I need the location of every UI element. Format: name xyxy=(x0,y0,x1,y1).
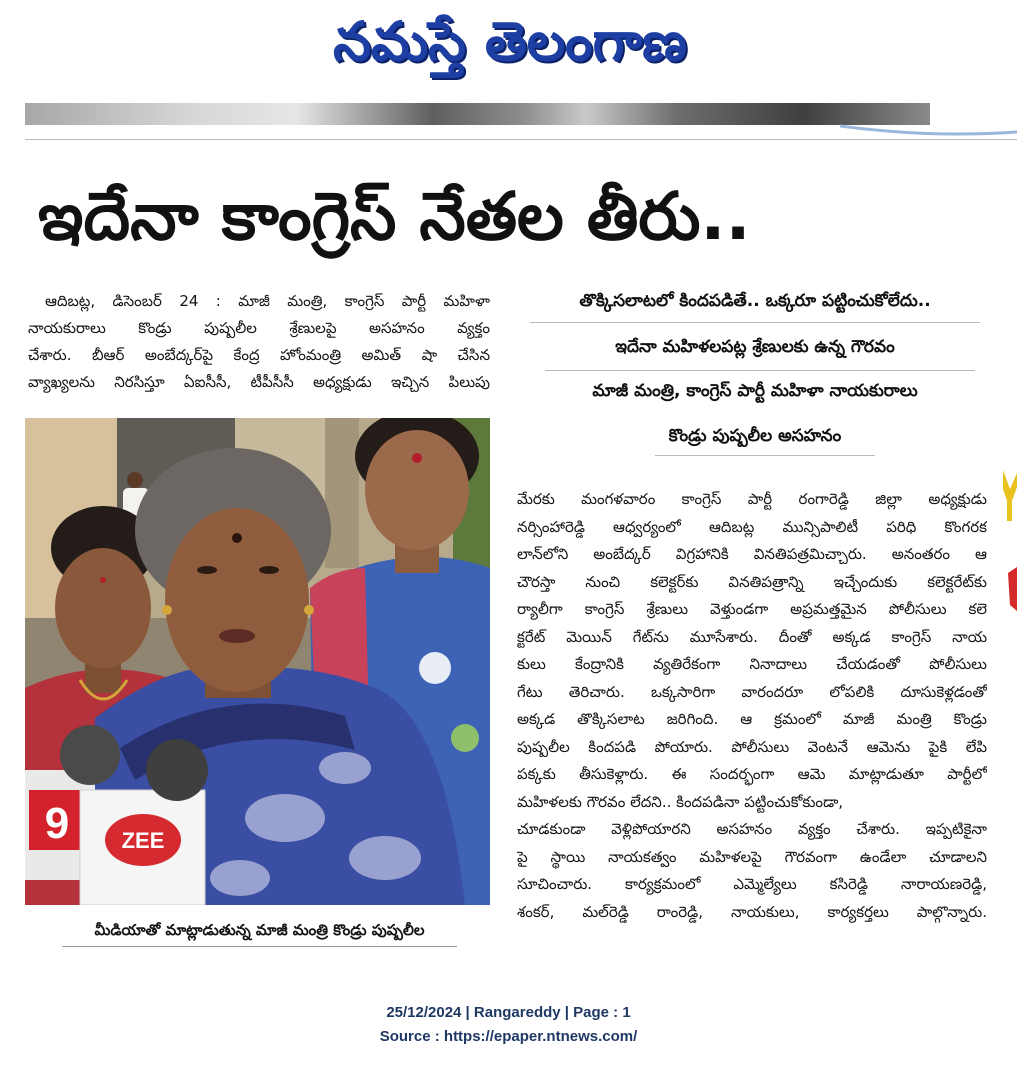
saree-leaf xyxy=(319,752,371,784)
saree-leaf xyxy=(245,794,325,842)
lead-paragraph xyxy=(28,288,490,396)
woman-center-mouth xyxy=(219,629,255,643)
headline: ఇదేనా కాంగ్రెస్ నేతల తీరు.. xyxy=(38,178,751,255)
deck-kicker: తొక్కిసలాటలో కిందపడితే.. ఒక్కరూ పట్టించుకోలేదు.. xyxy=(579,291,931,311)
mic-zee-label: ZEE xyxy=(121,828,165,853)
lead-line: నాయకురాలు కొండ్రు పుష్పలీల శ్రేణులపై అసహనం వ్యక్తం xyxy=(28,319,490,337)
body-line: పక్కకు తీసుకెళ్లారు. ఈ సందర్భంగా ఆమె మాట్లాడుతూ పార్టీలో xyxy=(517,765,987,783)
deck-strap: మాజీ మంత్రి, కాంగ్రెస్ పార్టీ మహిళా నాయకురాలు xyxy=(592,381,918,401)
masthead-logo: నమస్తే తెలంగాణ xyxy=(333,10,687,73)
body-line: సూచించారు. కార్యక్రమంలో ఎమ్మెల్యేలు కసిరెడ్డి నారాయణరెడ్డి, xyxy=(517,875,987,893)
body-line: మహిళలకు గౌరవం లేదని.. కిందపడినా పట్టించుకోకుండా, xyxy=(517,792,844,811)
mic-tv9-head xyxy=(60,725,120,785)
article-body xyxy=(517,486,987,926)
lead-line: వ్యాఖ్యలను నిరసిస్తూ ఏఐసీసీ, టీపీసీసీ అధ్యక్షుడు ఇచ్చిన పిలుపు xyxy=(28,373,490,391)
woman-left-bindi xyxy=(100,577,106,583)
fragment-red-shape xyxy=(1008,567,1017,611)
body-line: చూడకుండా వెళ్లిపోయారని అసహనం వ్యక్తం చేశారు. ఇప్పటికైనా xyxy=(517,820,987,838)
woman-right-bindi xyxy=(412,453,422,463)
lead-line: చేశారు. బీఆర్ అంబేద్కర్‌పై కేంద్ర హోంమంత్రి అమిత్ షా చేసిన xyxy=(28,346,490,364)
body-line: శంకర్, మల్‌రెడ్డి రాంరెడ్డి, నాయకులు, కార్యకర్తలు పాల్గొన్నారు. xyxy=(517,902,987,921)
fragment-yellow-shape xyxy=(1003,470,1017,521)
woman-center-bindi xyxy=(232,533,242,543)
woman-left-face xyxy=(55,548,151,668)
swoosh-line xyxy=(840,126,1017,134)
deck-divider xyxy=(530,322,980,323)
body-line: మేరకు మంగళవారం కాంగ్రెస్ పార్టీ రంగారెడ్డి జిల్లా అధ్యక్షుడు xyxy=(517,490,987,508)
man-head xyxy=(127,472,143,488)
top-photo-strip xyxy=(25,103,930,125)
woman-center-earring xyxy=(162,605,172,615)
body-line: పుష్పలీల కిందపడి పోయారు. పోలీసులు వెంటనే ఆమెను పైకి లేపి xyxy=(517,737,987,756)
body-line: నర్సింహారెడ్డి ఆధ్వర్యంలో ఆదిబట్ల మున్సిపాలిటీ పరిధి కొంగరక xyxy=(517,517,987,536)
header-divider xyxy=(25,139,1017,140)
footer-date-edition-page: 25/12/2024 | Rangareddy | Page : 1 xyxy=(386,1004,631,1021)
deck-divider xyxy=(545,370,975,371)
woman-center-eye xyxy=(197,566,217,574)
body-line: పై స్థాయి నాయకత్వం మహిళలపై గౌరవంగా ఉండేలా చూడాలని xyxy=(517,847,987,866)
mic-tv9-label: 9 xyxy=(44,799,70,848)
body-line: అక్కడ తొక్కిసలాట జరిగింది. ఆ క్రమంలో మాజీ మంత్రి కొండ్రు xyxy=(517,710,987,728)
saree-flower xyxy=(451,724,479,752)
lead-line: ఆదిబట్ల, డిసెంబర్ 24 : మాజీ మంత్రి, కాంగ్రెస్ పార్టీ మహిళా xyxy=(45,292,490,310)
deck-subhead: ఇదేనా మహిళలపట్ల శ్రేణులకు ఉన్న గౌరవం xyxy=(615,337,895,357)
body-line: లాన్‌లోని అంబేద్కర్ విగ్రహానికి వినతిపత్రమిచ్చారు. అనంతరం ఆ xyxy=(517,545,987,563)
body-line: ర్యాలీగా కాంగ్రెస్ శ్రేణులు వెళ్తుండగా అప్రమత్తమైన పోలీసులు కలె xyxy=(517,600,987,618)
mic-zee-head xyxy=(146,739,208,801)
deck-strap: కొండ్రు పుష్పలీల అసహనం xyxy=(668,426,842,446)
masthead-swoosh xyxy=(840,116,1017,140)
saree-leaf xyxy=(349,836,421,880)
news-photo xyxy=(25,418,490,905)
adjacent-ad-fragment xyxy=(1000,465,1017,615)
photo-illustration xyxy=(25,418,490,905)
saree-flower xyxy=(419,652,451,684)
body-line: క్టరేట్ మెయిన్ గేట్‌ను మూసేశారు. దీంతో అక్కడ కాంగ్రెస్ నాయ xyxy=(517,627,987,646)
clipping-footer xyxy=(0,1001,1017,1049)
footer-source: Source : https://epaper.ntnews.com/ xyxy=(379,1028,638,1045)
woman-center-eye xyxy=(259,566,279,574)
deck-divider xyxy=(655,455,875,456)
body-line: చౌరస్తా నుంచి కలెక్టర్‌కు వినతిపత్రాన్ని ఇచ్చేందుకు కలెక్టరేట్‌కు xyxy=(517,572,987,591)
body-line: గేటు తెరిచారు. ఒక్కసారిగా వారందరూ లోపలికి దూసుకెళ్లడంతో xyxy=(517,682,987,701)
woman-right-face xyxy=(365,430,469,550)
building-pillar xyxy=(325,418,359,568)
woman-center-earring xyxy=(304,605,314,615)
photo-caption: మీడియాతో మాట్లాడుతున్న మాజీ మంత్రి కొండ్రు పుష్పలీల xyxy=(62,916,457,947)
saree-leaf xyxy=(210,860,270,896)
body-line: కులు కేంద్రానికి వ్యతిరేకంగా నినాదాలు చేయడంతో పోలీసులు xyxy=(517,655,987,673)
